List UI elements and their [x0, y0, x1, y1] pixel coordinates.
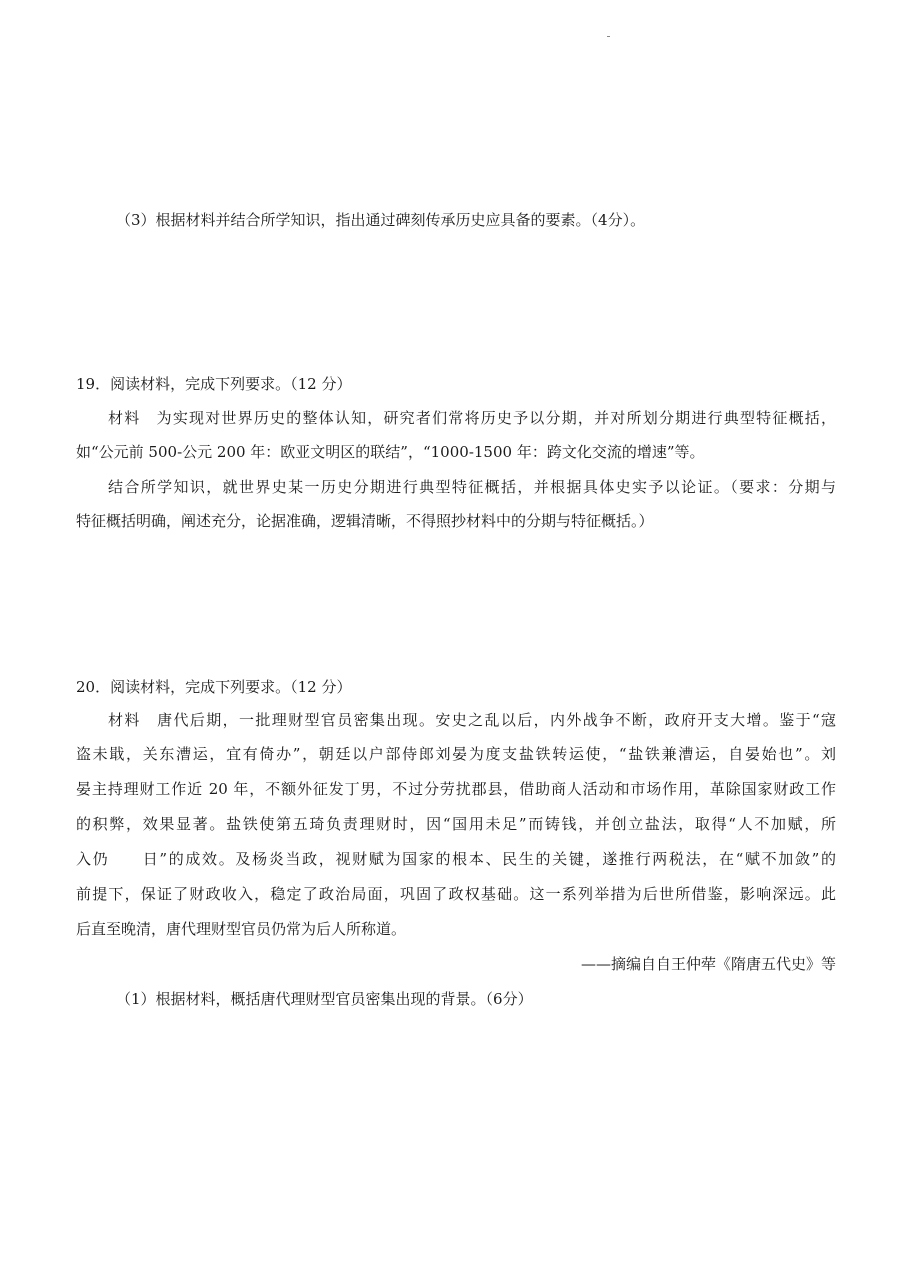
q20-heading: 20．阅读材料，完成下列要求。（12 分） — [76, 678, 352, 696]
q20-material-line-6: 前提下，保证了财政收入，稳定了政治局面，巩固了政权基础。这一系列举措为后世所借鉴，影响深远。此 — [76, 885, 836, 903]
q20-material-line-4: 的积弊，效果显著。盐铁使第五琦负责理财时，因“国用未足”而铸钱，并创立盐法，取得“人不加赋，所 — [76, 815, 836, 833]
q18-part3-question: （3）根据材料并结合所学知识，指出通过碑刻传承历史应具备的要素。（4分）。 — [116, 211, 646, 229]
page-mark — [607, 36, 610, 37]
q19-material-line-1: 材料 为实现对世界历史的整体认知，研究者们常将历史予以分期，并对所划分期进行典型特征概括， — [108, 409, 836, 427]
q19-task-line-1: 结合所学知识，就世界史某一历史分期进行典型特征概括，并根据具体史实予以论证。（要求：分期与 — [108, 478, 836, 496]
q19-task-line-2: 特征概括明确，阐述充分，论据准确，逻辑清晰，不得照抄材料中的分期与特征概括。） — [76, 512, 654, 530]
q20-material-line-3: 晏主持理财工作近 20 年，不额外征发丁男，不过分劳扰郡县，借助商人活动和市场作用，革除国家财政工作 — [76, 780, 836, 798]
q20-material-line-1: 材料 唐代后期，一批理财型官员密集出现。安史之乱以后，内外战争不断，政府开支大增。鉴于“寇 — [108, 711, 836, 729]
q19-heading: 19．阅读材料，完成下列要求。（12 分） — [76, 375, 352, 393]
q20-material-line-5: 入仍 日”的成效。及杨炎当政，视财赋为国家的根本、民生的关键，遂推行两税法，在“赋不加敛”的 — [76, 850, 836, 868]
q19-material-line-2: 如“公元前 500-公元 200 年：欧亚文明区的联结”，“1000-1500 年：跨文化交流的增速”等。 — [76, 443, 705, 461]
q20-material-line-2: 盗未戢，关东漕运，宜有倚办”，朝廷以户部侍郎刘晏为度支盐铁转运使，“盐铁兼漕运，自晏始也”。刘 — [76, 745, 836, 763]
q20-source-citation: ——摘编自自王仲荦《隋唐五代史》等 — [580, 955, 836, 973]
q20-material-line-7: 后直至晚清，唐代理财型官员仍常为后人所称道。 — [76, 920, 407, 938]
q20-part1-question: （1）根据材料，概括唐代理财型官员密集出现的背景。（6分） — [116, 990, 533, 1008]
